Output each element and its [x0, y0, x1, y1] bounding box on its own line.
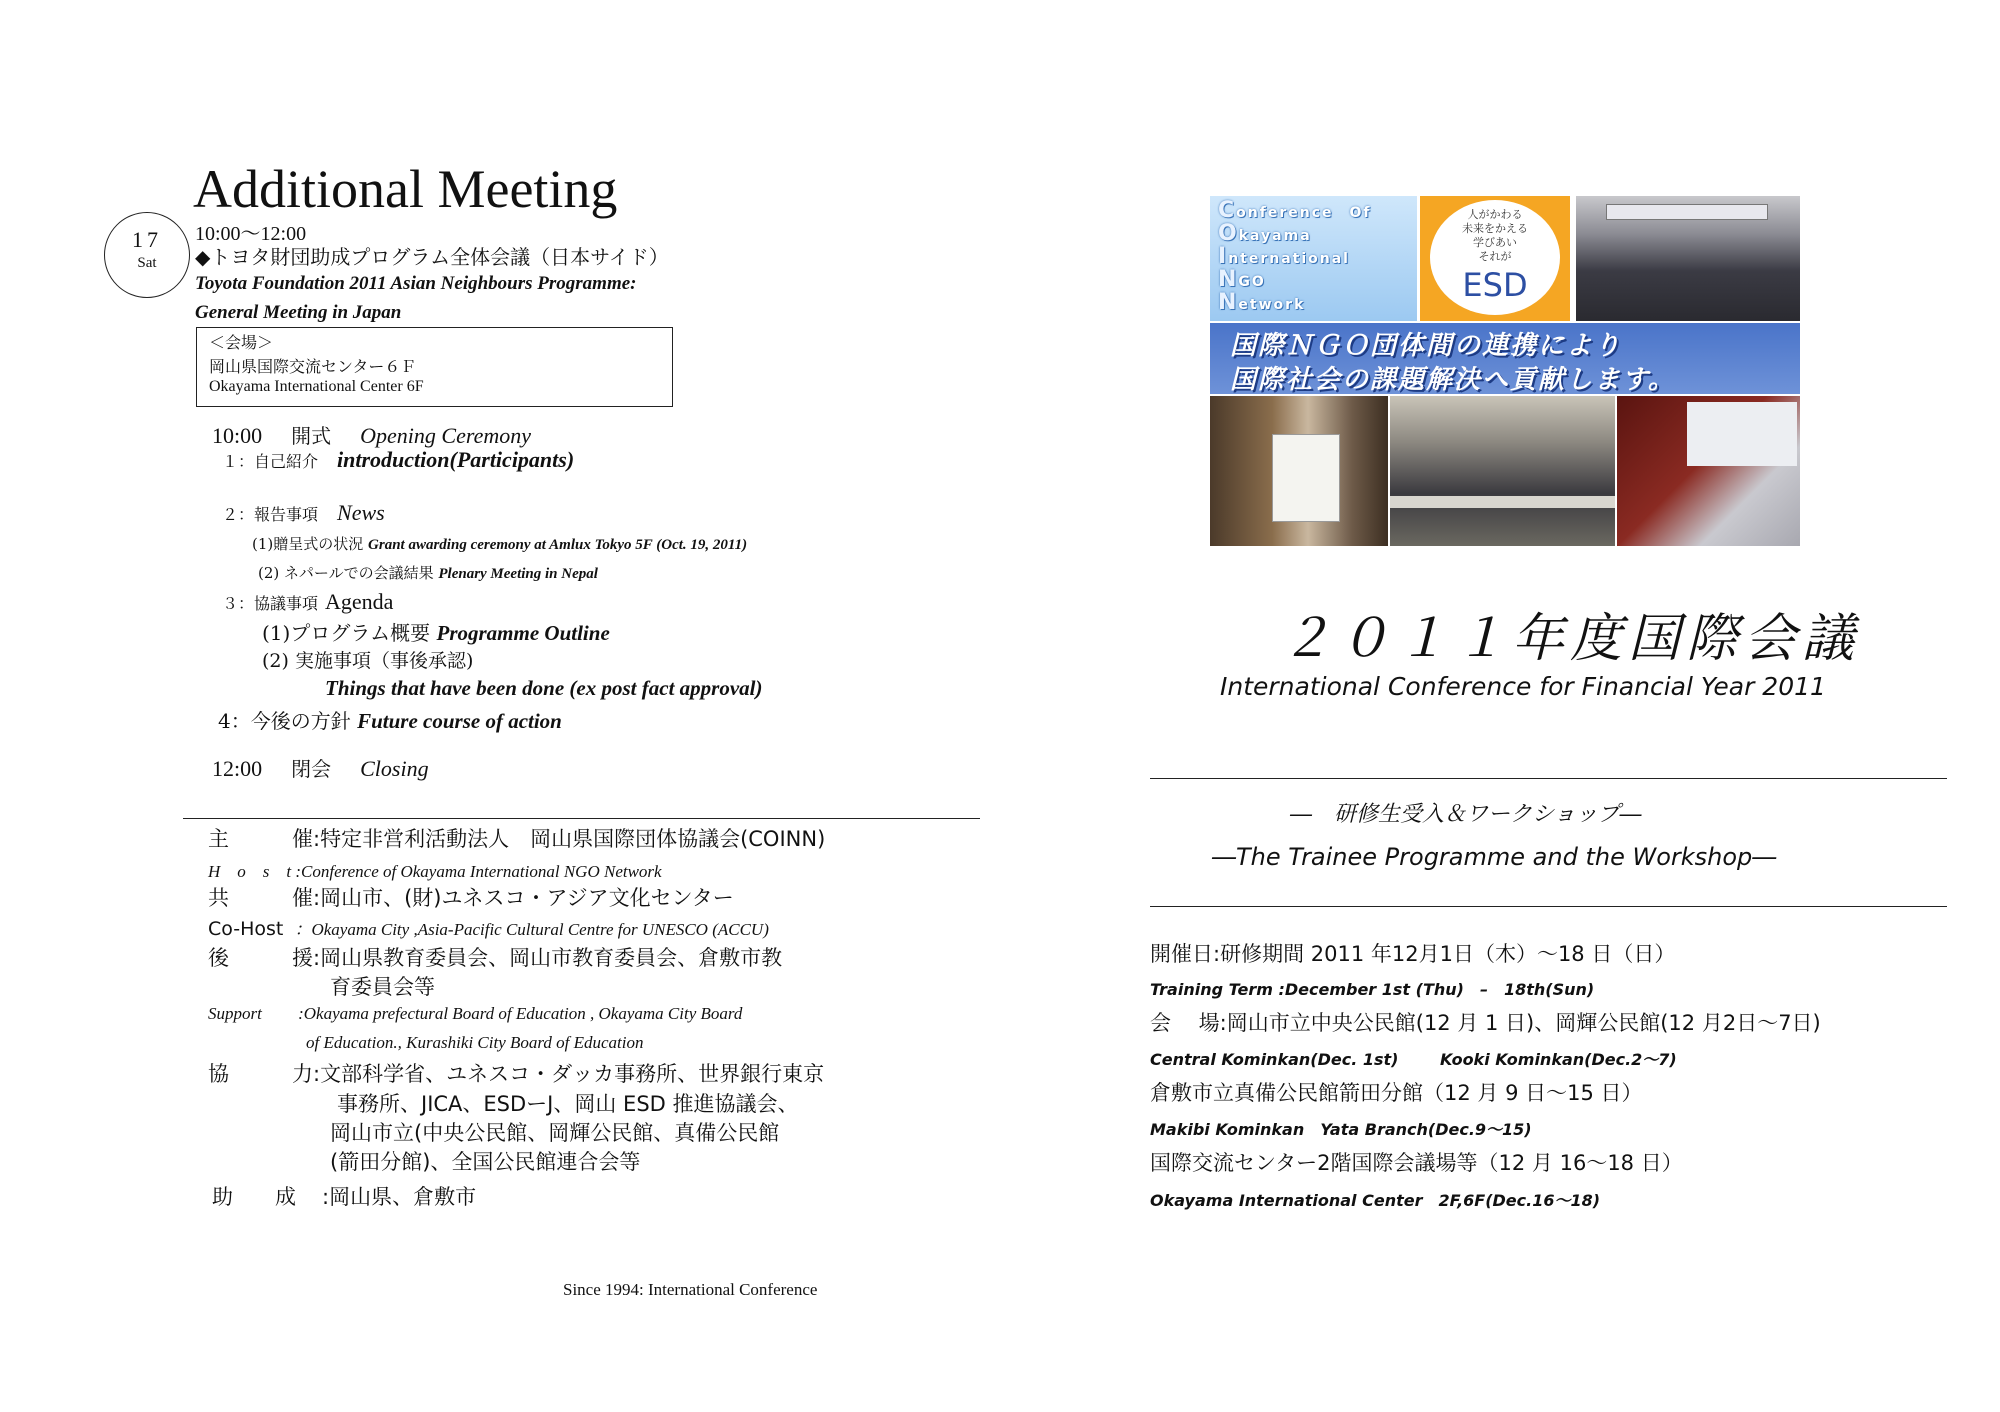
schedule-venue-3-jp: 国際交流センター2階国際会議場等（12 月 16～18 日） — [1150, 1151, 1683, 1175]
esd-word: ESD — [1462, 266, 1528, 304]
schedule-venue-2-en: Makibi Kominkan Yata Branch(Dec.9～15) — [1150, 1120, 1532, 1139]
coinn-word: onference Of — [1236, 205, 1372, 221]
credit-host — [208, 823, 825, 853]
group-photo-image — [1576, 196, 1800, 321]
item4-en: Future course of action — [357, 709, 562, 733]
esd-line-4: それが — [1478, 250, 1512, 263]
presentation-photo-image — [1617, 396, 1800, 546]
schedule-venue-1-jp: 会 場:岡山市立中央公民館(12 月 1 日)、岡輝公民館(12 月2日～7日) — [1150, 1011, 1821, 1035]
cohost-jp: :岡山市、(財)ユネスコ・アジア文化センター — [313, 886, 734, 910]
esd-line-3: 学びあい — [1473, 236, 1517, 249]
program-item-1 — [222, 447, 574, 473]
meeting-title-jp: ◆トヨタ財団助成プログラム全体会議（日本サイド） — [195, 245, 669, 269]
coop-jp-2: 事務所、JICA、ESDーJ、岡山 ESD 推進協議会、 — [337, 1092, 799, 1116]
meeting-time: 10:00～12:00 — [195, 223, 307, 245]
host-label: 主 催 — [208, 827, 313, 851]
coop-jp-3: 岡山市立(中央公民館、岡輝公民館、真備公民館 — [330, 1121, 780, 1145]
divider-bottom — [1150, 906, 1947, 907]
coop-jp-4: (箭田分館)、全国公民館連合会等 — [330, 1150, 641, 1174]
venue1-en-b: Kooki Kominkan(Dec.2～7) — [1440, 1050, 1677, 1069]
item2-num: ２：報告事項 — [222, 505, 319, 524]
host-jp: :特定非営利活動法人 岡山県国際団体協議会(COINN) — [313, 827, 826, 851]
coinn-logo-line — [1218, 198, 1371, 223]
item4-num: 4：今後の方針 — [218, 709, 351, 733]
esd-line-2: 未来をかえる — [1462, 222, 1528, 235]
grant-jp: :岡山県、倉敷市 — [322, 1185, 477, 1209]
program-item-2-sub-1 — [252, 533, 747, 554]
program-closing — [212, 753, 429, 782]
schedule-dates-jp: 開催日:研修期間 2011 年12月1日（木）～18 日（日） — [1150, 942, 1676, 966]
credit-support — [208, 942, 782, 972]
coinn-word: nternational — [1228, 251, 1350, 267]
coinn-initial: I — [1218, 244, 1229, 269]
grant-label: 助 成 — [212, 1185, 296, 1209]
credit-cohost-en — [208, 915, 769, 940]
schedule-venue-1-en — [1150, 1047, 1677, 1070]
divider-top — [1150, 778, 1947, 779]
coinn-initial: C — [1218, 198, 1237, 223]
esd-logo — [1420, 196, 1570, 321]
support-jp-2: 育委員会等 — [330, 975, 435, 999]
support-jp-1: :岡山県教育委員会、岡山市教育委員会、倉敷市教 — [313, 946, 783, 970]
support-en-1: :Okayama prefectural Board of Education , Okayama City Board — [298, 1004, 743, 1023]
credit-cohost — [208, 882, 734, 912]
item3-sub1-jp: (1)プログラム概要 — [262, 621, 431, 645]
coinn-initial: N — [1218, 290, 1239, 315]
credit-cooperation — [208, 1058, 824, 1088]
credit-host-en — [208, 857, 662, 882]
coop-label: 協 力 — [208, 1062, 313, 1086]
item1-num: １：自己紹介 — [222, 452, 319, 471]
banner-line-2: 国際社会の課題解決へ貢献します。 — [1230, 365, 1676, 394]
opening-time: 10:00 — [212, 423, 263, 448]
photo-collage — [1210, 196, 1800, 546]
trainee-heading-jp: ― 研修生受入＆ワークショップ― — [1290, 802, 1642, 827]
item2-en: News — [337, 500, 385, 525]
schedule-dates-en: Training Term :December 1st (Thu) – 18th(Sun) — [1150, 980, 1595, 999]
cohost-en-label: Co-Host — [208, 918, 284, 940]
host-en: :Conference of Okayama International NGO Network — [295, 862, 662, 881]
item3-en: Agenda — [325, 589, 394, 614]
item3-sub2-en: Things that have been done (ex post fact approval) — [325, 676, 763, 700]
opening-en: Opening Ceremony — [360, 423, 531, 448]
coinn-word: etwork — [1238, 297, 1306, 313]
credit-grant — [212, 1181, 476, 1211]
coinn-initial: N — [1218, 267, 1239, 292]
banner-line-1: 国際ＮＧＯ団体間の連携により — [1230, 331, 1623, 361]
esd-line-1: 人がかわる — [1467, 208, 1523, 221]
closing-jp: 閉会 — [291, 757, 332, 781]
closing-en: Closing — [360, 756, 429, 781]
date-day: 17 — [132, 227, 162, 252]
date-badge — [104, 212, 190, 298]
date-weekday: Sat — [137, 255, 157, 271]
cohost-en: ：Okayama City ,Asia-Pacific Cultural Centre for UNESCO (ACCU) — [294, 920, 769, 939]
coinn-word: kayama — [1238, 228, 1312, 244]
credit-support-en — [208, 1004, 742, 1024]
host-en-label: H o s t — [208, 862, 292, 881]
support-en-label: Support — [208, 1004, 262, 1023]
program-opening — [212, 420, 531, 449]
coinn-logo — [1210, 196, 1417, 321]
item3-sub1-en: Programme Outline — [436, 621, 610, 645]
item1-en: introduction(Participants) — [337, 447, 575, 472]
since-footer: Since 1994: International Conference — [563, 1280, 818, 1299]
conference-subtitle: International Conference for Financial Year 2011 — [1220, 672, 1826, 701]
support-label: 後 援 — [208, 946, 313, 970]
schedule-venue-3-en: Okayama International Center 2F,6F(Dec.16～18) — [1150, 1191, 1601, 1210]
item2-sub1-en: Grant awarding ceremony at Amlux Tokyo 5F (Oct. 19, 2011) — [368, 537, 748, 553]
venue-en: Okayama International Center 6F — [209, 378, 424, 395]
coinn-initial: O — [1218, 221, 1239, 246]
award-photo-image — [1210, 396, 1388, 546]
meeting-title-en-line2: General Meeting in Japan — [195, 302, 402, 323]
venue-box — [196, 327, 673, 407]
item2-sub2-jp: (2) ネパールでの会議結果 — [258, 564, 434, 582]
coinn-logo-line — [1218, 267, 1266, 292]
mission-banner — [1210, 323, 1800, 394]
trainee-heading-en: ―The Trainee Programme and the Workshop― — [1212, 843, 1777, 871]
item2-sub2-en: Plenary Meeting in Nepal — [438, 566, 598, 582]
page-title: Additional Meeting — [193, 159, 618, 219]
program-item-2-sub-2 — [258, 562, 598, 583]
support-en-2: of Education., Kurashiki City Board of Education — [306, 1033, 644, 1052]
program-item-4 — [218, 705, 562, 734]
venue-jp: 岡山県国際交流センター６Ｆ — [209, 359, 417, 376]
meeting-title-en-line1: Toyota Foundation 2011 Asian Neighbours Programme: — [195, 273, 637, 294]
program-item-3-sub-2: (2) 実施事項（事後承認) — [262, 650, 474, 672]
closing-time: 12:00 — [212, 756, 263, 781]
venue-label: ＜会場＞ — [209, 335, 274, 352]
opening-jp: 開式 — [291, 424, 332, 448]
item3-num: ３：協議事項 — [222, 594, 319, 613]
coinn-logo-line — [1218, 244, 1350, 269]
venue1-en-a: Central Kominkan(Dec. 1st) — [1150, 1050, 1399, 1069]
cohost-label: 共 催 — [208, 886, 313, 910]
program-item-3 — [222, 589, 393, 615]
schedule-venue-2-jp: 倉敷市立真備公民館箭田分館（12 月 9 日～15 日） — [1150, 1081, 1643, 1105]
coinn-word: GO — [1238, 274, 1266, 290]
program-item-3-sub-1 — [262, 617, 610, 646]
coinn-logo-line — [1218, 221, 1312, 246]
program-item-2 — [222, 500, 385, 526]
coinn-logo-line — [1218, 290, 1305, 315]
item2-sub1-jp: (1)贈呈式の状況 — [252, 535, 364, 553]
conference-title: ２０１１年度国際会議 — [1280, 609, 1861, 669]
conference-photo-image — [1390, 396, 1615, 546]
divider — [183, 818, 980, 819]
coop-jp-1: :文部科学省、ユネスコ・ダッカ事務所、世界銀行東京 — [313, 1062, 825, 1086]
